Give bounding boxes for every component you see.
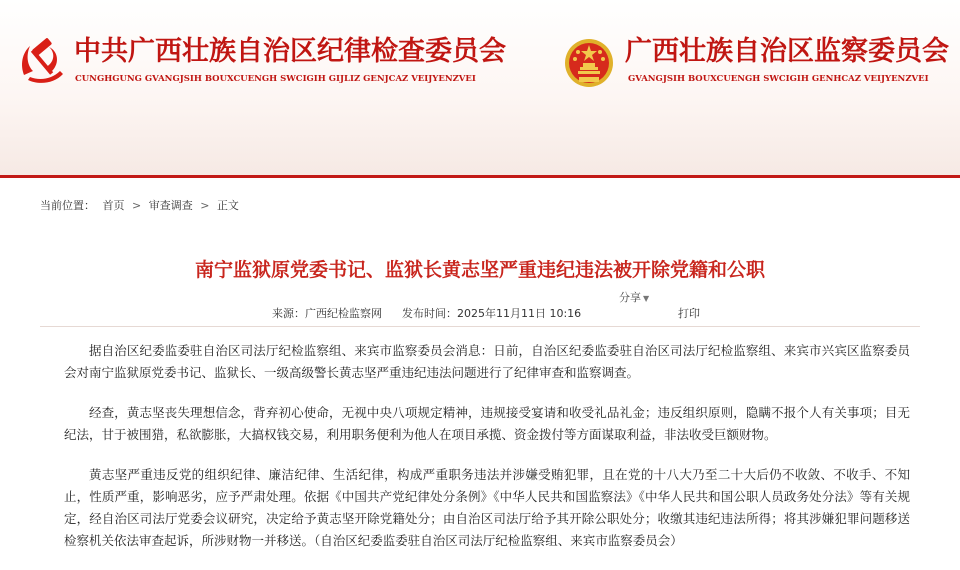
meta-divider (40, 326, 920, 327)
article-source: 来源：广西纪检监察网 (272, 307, 382, 320)
article-paragraph: 据自治区纪委监委驻自治区司法厅纪检监察组、来宾市监察委员会消息：日前，自治区纪委监委驻自治区司法厅纪检监察组、来宾市兴宾区监察委员会对南宁监狱原党委书记、监狱长、一级高级警长黄志坚严重违纪违法问题进行了纪律审查和监察调查。 (64, 343, 910, 380)
breadcrumb-review-link[interactable]: 审查调查 (148, 199, 193, 212)
breadcrumb-current: 正文 (216, 199, 239, 212)
article-title: 南宁监狱原党委书记、监狱长黄志坚严重违纪违法被开除党籍和公职 (194, 259, 765, 281)
breadcrumb-separator: > (132, 199, 142, 212)
cdi-title: 中共广西壮族自治区纪律检查委员会 (74, 36, 506, 67)
supervision-commission-subtitle: GVANGJSIH BOUXCUENGH SWCIGIH GENHCAZ VEIJYENZVEI (628, 74, 929, 84)
party-emblem-icon (16, 37, 66, 87)
supervision-commission-title: 广西壮族自治区监察委员会 (625, 36, 949, 67)
article-publish-time: 发布时间：2025年11月11日 10:16 (402, 307, 582, 320)
breadcrumb-home-link[interactable]: 首页 (102, 199, 125, 212)
article-body (64, 340, 910, 570)
breadcrumb (40, 197, 243, 213)
breadcrumb-separator: > (200, 199, 210, 212)
site-header (0, 0, 960, 176)
share-label: 分享 (619, 291, 641, 304)
article-paragraph: 黄志坚严重违反党的组织纪律、廉洁纪律、生活纪律，构成严重职务违法并涉嫌受贿犯罪，且在党的十八大乃至二十大后仍不收敛、不收手、不知止，性质严重，影响恶劣，应予严肃处理。依据《中国共产党纪律处分条例》《中华人民共和国监察法》《中华人民共和国公职人员政务处分法》等有关规定，经自治区司法厅党委会议研究，决定给予黄志坚开除党籍处分；由自治区司法厅给予其开除公职处分；收缴其违纪违法所得；将其涉嫌犯罪问题移送检察机关依法审查起诉，所涉财物一并移送。（自治区纪委监委驻自治区司法厅纪检监察组、来宾市监察委员会） (64, 467, 910, 548)
header-divider (0, 175, 960, 178)
article-paragraph: 经查，黄志坚丧失理想信念，背弃初心使命，无视中央八项规定精神，违规接受宴请和收受礼品礼金；违反组织原则，隐瞒不报个人有关事项；目无纪法，甘于被围猎，私欲膨胀，大搞权钱交易，利用职务便利为他人在项目承揽、资金拨付等方面谋取利益，非法收受巨额财物。 (64, 405, 910, 442)
chevron-down-icon: ▼ (643, 294, 650, 303)
cdi-subtitle: CUNGHGUNG GVANGJSIH BOUXCUENGH SWCIGIH GIJLIZ GENJCAZ VEIJYENZVEI (75, 74, 476, 84)
share-button[interactable] (619, 289, 649, 305)
national-emblem-icon (563, 37, 615, 89)
print-button[interactable]: 打印 (678, 307, 700, 320)
breadcrumb-label: 当前位置： (40, 199, 95, 212)
